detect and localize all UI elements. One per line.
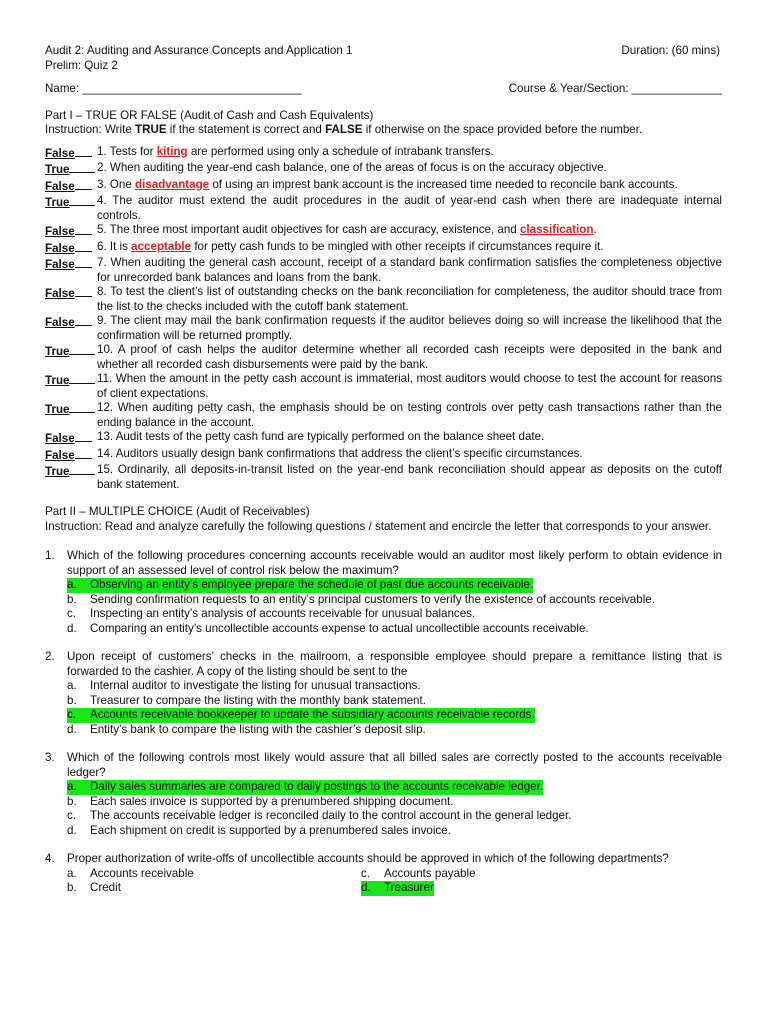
question-number: 4. xyxy=(45,852,55,865)
question-text: Which of the following controls most likely would assure that all billed sales are correctly posted to the accounts receivable ledger? xyxy=(67,751,722,779)
tf-answer xyxy=(45,314,97,343)
option xyxy=(361,881,655,896)
question-number: 1. xyxy=(45,549,55,562)
part2-instruction: Instruction: Read and analyze carefully the following questions / statement and encircle the letter that corresponds to your answer. xyxy=(45,519,712,533)
option-letter: a. xyxy=(67,866,77,880)
option-text: Each sales invoice is supported by a prenumbered shipping document. xyxy=(90,794,454,808)
statement-text: 1. Tests for xyxy=(97,144,157,158)
answer-line xyxy=(75,145,92,157)
statement-text: of using an imprest bank account is the increased time needed to reconcile bank accounts. xyxy=(209,177,678,191)
answer-value: False xyxy=(45,225,75,238)
answer-value: False xyxy=(45,287,75,300)
mc-question xyxy=(45,549,722,636)
answer-value: False xyxy=(45,316,75,329)
option-text: Treasurer to compare the listing with the monthly bank statement. xyxy=(90,693,426,707)
option xyxy=(67,593,722,608)
tf-statement xyxy=(97,194,722,223)
answer-line xyxy=(75,178,92,190)
option-letter: c. xyxy=(67,809,77,822)
statement-text: 4. The auditor must extend the audit procedures in the audit of year-end cash when there are inadequate internal controls. xyxy=(97,194,722,222)
statement-text: 6. It is xyxy=(97,239,132,253)
multiple-choice-list xyxy=(45,549,722,896)
tf-item xyxy=(45,314,722,343)
answer-value: True xyxy=(45,345,70,358)
question-number: 2. xyxy=(45,650,55,663)
statement-text: 13. Audit tests of the petty cash fund are typically performed on the balance sheet date. xyxy=(97,430,545,443)
option-text: Observing an entity’s employee prepare the schedule of past due accounts receivable. xyxy=(90,578,534,591)
option-content xyxy=(67,809,571,824)
tf-item xyxy=(45,343,722,372)
option xyxy=(67,578,722,593)
tf-item xyxy=(45,161,722,178)
answer-line xyxy=(75,430,92,442)
answer-value: False xyxy=(45,432,75,445)
option xyxy=(67,881,361,896)
option-letter: b. xyxy=(67,881,77,894)
statement-text: 15. Ordinarily, all deposits-in-transit listed on the year-end bank reconciliation should appear as deposits on the cutoff bank statement. xyxy=(97,463,722,491)
course-title: Audit 2: Auditing and Assurance Concepts and Application 1 xyxy=(45,44,353,57)
option-content xyxy=(67,824,451,839)
tf-statement xyxy=(97,178,722,195)
tf-statement xyxy=(97,401,722,430)
statement-text: 12. When auditing petty cash, the emphasis should be on testing controls over petty cash transactions rather than the ending balance in the account. xyxy=(97,401,722,429)
tf-statement xyxy=(97,430,722,447)
tf-answer xyxy=(45,285,97,314)
answer-line xyxy=(69,463,95,475)
mc-question xyxy=(45,852,722,896)
highlighted-term: acceptable xyxy=(131,239,192,253)
answer-line xyxy=(69,161,95,173)
statement-text: 9. The client may mail the bank confirmation requests if the auditor believes doing so will increase the likelihood that the confirmation will be returned promptly. xyxy=(97,314,722,342)
part1-title: Part I – TRUE OR FALSE (Audit of Cash and Cash Equivalents) xyxy=(45,108,374,122)
answer-value: True xyxy=(45,465,70,478)
option-text: Each shipment on credit is supported by a prenumbered sales invoice. xyxy=(90,823,451,837)
option-content xyxy=(67,694,426,709)
duration: Duration: (60 mins) xyxy=(621,44,720,57)
tf-item xyxy=(45,145,722,162)
tf-item xyxy=(45,372,722,401)
options-grid xyxy=(67,867,722,896)
answer-value: False xyxy=(45,146,75,160)
mc-question xyxy=(45,751,722,838)
option xyxy=(67,694,722,709)
question-body xyxy=(67,852,722,896)
true-false-list xyxy=(45,145,722,493)
option-text: Credit xyxy=(90,881,121,894)
name-field: Name: __________________________________ xyxy=(45,82,302,95)
option-letter: c. xyxy=(67,607,77,620)
option xyxy=(67,679,722,694)
options-row xyxy=(67,881,722,896)
option-letter: d. xyxy=(67,621,77,635)
option xyxy=(67,622,722,637)
statement-text: 11. When the amount in the petty cash account is immaterial, most auditors would choose to test the account for reasons of client expectations. xyxy=(97,372,722,400)
option xyxy=(361,867,655,882)
answer-value: True xyxy=(45,374,70,387)
highlighted-term: kiting xyxy=(156,144,188,158)
question-body xyxy=(67,549,722,636)
option xyxy=(67,809,722,824)
tf-answer xyxy=(45,161,97,178)
option-text: Accounts receivable bookkeeper to update the subsidiary accounts receivable records. xyxy=(90,708,535,721)
true-keyword: TRUE xyxy=(135,123,167,136)
option-content xyxy=(67,622,589,637)
answer-line xyxy=(75,447,92,459)
option-content xyxy=(67,593,655,608)
option xyxy=(67,723,722,738)
option xyxy=(67,708,722,723)
options-row xyxy=(67,867,722,882)
option xyxy=(67,607,722,622)
option-letter: d. xyxy=(361,881,371,894)
statement-text: 8. To test the client’s list of outstanding checks on the bank reconciliation for completeness, the auditor should trace from the list to the checks included with the cutoff bank statement. xyxy=(97,285,722,313)
section-field: Course & Year/Section: ______________ xyxy=(508,82,722,95)
tf-answer xyxy=(45,223,97,240)
option-letter: c. xyxy=(67,708,77,721)
exam-title: Prelim: Quiz 2 xyxy=(45,58,118,72)
tf-statement xyxy=(97,240,722,257)
question-number: 3. xyxy=(45,751,55,764)
question-body xyxy=(67,650,722,737)
option-text: Treasurer xyxy=(384,881,434,894)
tf-answer xyxy=(45,240,97,257)
answer-line xyxy=(75,256,92,268)
option-content xyxy=(361,867,476,882)
part1-instruction xyxy=(45,123,722,138)
answer-line xyxy=(75,240,92,252)
statement-text: are performed using only a schedule of intrabank transfers. xyxy=(187,144,494,158)
statement-text: 10. A proof of cash helps the auditor determine whether all recorded cash receipts were deposited in the bank and whether all recorded cash disbursements were paid by the bank. xyxy=(97,343,722,371)
tf-statement xyxy=(97,343,722,372)
option-text: Entity’s bank to compare the listing with the cashier’s deposit slip. xyxy=(90,722,426,736)
tf-answer xyxy=(45,463,97,492)
tf-answer xyxy=(45,145,97,162)
option-letter: c. xyxy=(361,866,371,880)
tf-answer xyxy=(45,256,97,285)
tf-item xyxy=(45,285,722,314)
option-content xyxy=(67,867,194,882)
tf-answer xyxy=(45,343,97,372)
tf-statement xyxy=(97,161,722,178)
tf-statement xyxy=(97,447,722,464)
highlighted-term: disadvantage xyxy=(135,177,210,191)
option-text: Sending confirmation requests to an entity’s principal customers to verify the existence of accounts receivable. xyxy=(90,592,655,606)
option-letter: d. xyxy=(67,722,77,736)
answer-value: True xyxy=(45,196,70,209)
answer-line xyxy=(69,372,95,384)
tf-item xyxy=(45,240,722,257)
option-letter: b. xyxy=(67,592,77,606)
option-content xyxy=(67,780,543,795)
tf-statement xyxy=(97,285,722,314)
tf-item xyxy=(45,463,722,492)
answer-value: False xyxy=(45,241,75,255)
option xyxy=(67,780,722,795)
option xyxy=(67,795,722,810)
option-text: Accounts payable xyxy=(384,866,476,880)
option-content xyxy=(361,881,434,896)
instruction-text: if the statement is correct and xyxy=(166,123,326,136)
answer-value: False xyxy=(45,179,75,193)
mc-question xyxy=(45,650,722,737)
option xyxy=(67,867,361,882)
option-content xyxy=(67,607,475,622)
answer-line xyxy=(75,285,92,297)
tf-item xyxy=(45,447,722,464)
answer-line xyxy=(69,343,95,355)
tf-statement xyxy=(97,256,722,285)
tf-statement xyxy=(97,223,722,240)
tf-statement xyxy=(97,463,722,492)
option-content xyxy=(67,795,454,810)
tf-answer xyxy=(45,372,97,401)
option-letter: a. xyxy=(67,780,77,793)
tf-statement xyxy=(97,314,722,343)
option-content xyxy=(67,723,426,738)
answer-value: False xyxy=(45,448,75,462)
statement-text: 3. One xyxy=(97,177,136,191)
tf-item xyxy=(45,194,722,223)
option-text: Accounts receivable xyxy=(90,866,194,880)
option-text: Daily sales summaries are compared to daily postings to the accounts receivable ledger. xyxy=(90,780,544,793)
tf-item xyxy=(45,430,722,447)
option-letter: a. xyxy=(67,679,77,692)
tf-statement xyxy=(97,145,722,162)
statement-text: 7. When auditing the general cash account, receipt of a standard bank confirmation satisfies the completeness objective for unrecorded bank balances and loans from the bank. xyxy=(97,256,722,284)
tf-answer xyxy=(45,401,97,430)
question-text: Which of the following procedures concerning accounts receivable would an auditor most likely perform to obtain evidence in support of an assessed level of control risk below the maximum? xyxy=(67,549,722,577)
statement-text: 14. Auditors usually design bank confirmations that address the client’s specific circumstances. xyxy=(97,446,583,460)
tf-item xyxy=(45,256,722,285)
header-row-1 xyxy=(45,44,722,59)
header-row-2 xyxy=(45,82,722,97)
tf-item xyxy=(45,401,722,430)
tf-statement xyxy=(97,372,722,401)
answer-line xyxy=(75,314,92,326)
question-body xyxy=(67,751,722,838)
option-content xyxy=(67,881,121,896)
option-text: The accounts receivable ledger is reconciled daily to the control account in the general ledger. xyxy=(90,809,572,822)
answer-value: False xyxy=(45,258,75,271)
answer-value: True xyxy=(45,163,70,176)
instruction-text: if otherwise on the space provided before the number. xyxy=(362,123,643,136)
option-letter: b. xyxy=(67,693,77,707)
option-content xyxy=(67,679,421,694)
tf-answer xyxy=(45,194,97,223)
option-content xyxy=(67,578,533,593)
option-letter: b. xyxy=(67,794,77,808)
instruction-text: Instruction: Write xyxy=(45,123,135,136)
false-keyword: FALSE xyxy=(325,123,363,136)
statement-text: . xyxy=(593,223,597,236)
tf-item xyxy=(45,223,722,240)
answer-line xyxy=(69,194,95,206)
answer-value: True xyxy=(45,403,70,416)
statement-text: 5. The three most important audit objectives for cash are accuracy, existence, and xyxy=(97,223,520,236)
option xyxy=(67,824,722,839)
tf-answer xyxy=(45,430,97,447)
question-text: Proper authorization of write-offs of uncollectible accounts should be approved in which of the following departments? xyxy=(67,852,669,865)
tf-answer xyxy=(45,447,97,464)
answer-line xyxy=(69,401,95,413)
statement-text: for petty cash funds to be mingled with other receipts if circumstances require it. xyxy=(191,239,604,253)
highlighted-term: classification xyxy=(519,223,594,236)
tf-answer xyxy=(45,178,97,195)
question-text: Upon receipt of customers’ checks in the mailroom, a responsible employee should prepare a remittance listing that is forwarded to the cashier. A copy of the listing should be sent to the xyxy=(67,650,722,678)
option-text: Inspecting an entity’s analysis of accounts receivable for unusual balances. xyxy=(90,607,476,620)
answer-line xyxy=(75,223,92,235)
option-text: Comparing an entity’s uncollectible accounts expense to actual uncollectible accounts receivable. xyxy=(90,621,589,635)
tf-item xyxy=(45,178,722,195)
part2-title: Part II – MULTIPLE CHOICE (Audit of Receivables) xyxy=(45,505,310,518)
option-letter: d. xyxy=(67,823,77,837)
statement-text: 2. When auditing the year-end cash balance, one of the areas of focus is on the accuracy objective. xyxy=(97,161,607,174)
option-content xyxy=(67,708,535,723)
option-letter: a. xyxy=(67,578,77,591)
option-text: Internal auditor to investigate the listing for unusual transactions. xyxy=(90,679,421,692)
